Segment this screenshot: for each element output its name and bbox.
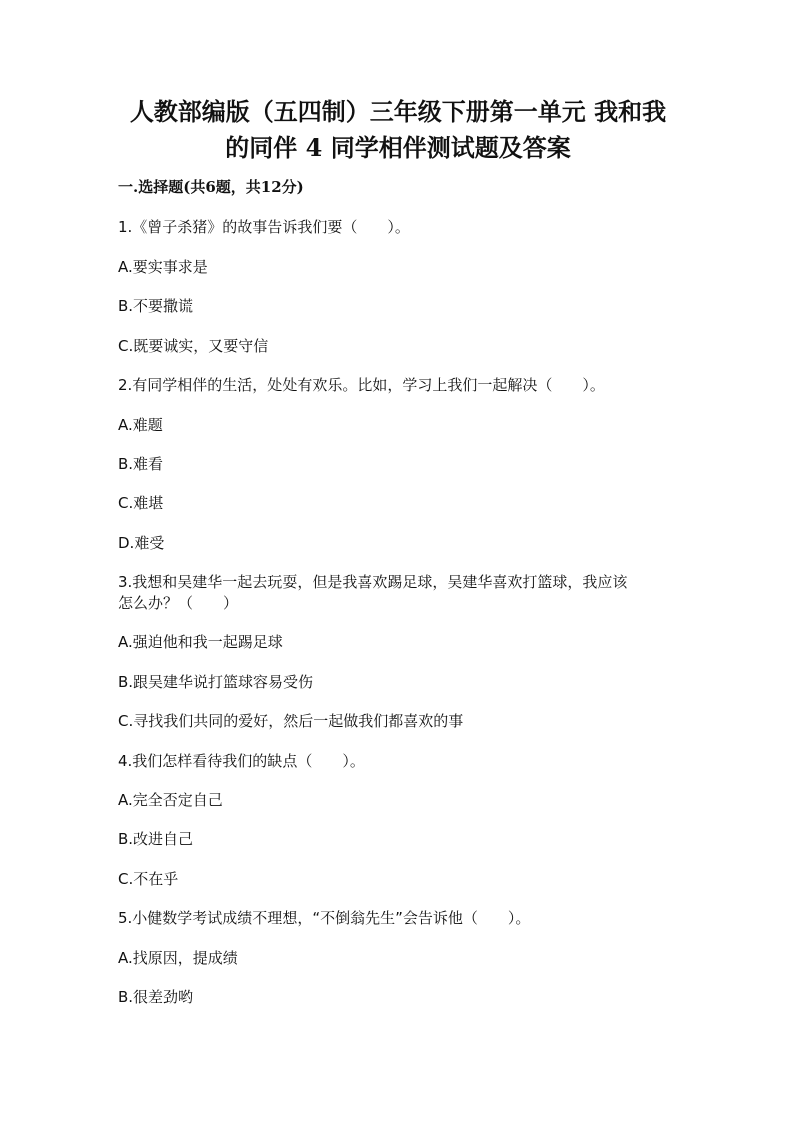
title-line-1: 人教部编版（五四制）三年级下册第一单元 我和我 bbox=[129, 97, 667, 126]
question-2-option-c: C.难堪 bbox=[118, 494, 164, 512]
question-4-option-b: B.改进自己 bbox=[118, 830, 194, 848]
section-heading: 一.选择题(共6题，共12分) bbox=[118, 178, 304, 196]
title-line-2: 的同伴 4 同学相伴测试题及答案 bbox=[225, 133, 571, 162]
question-3-option-a: A.强迫他和我一起踢足球 bbox=[118, 633, 283, 651]
question-2-option-b: B.难看 bbox=[118, 455, 164, 473]
question-1-option-a: A.要实事求是 bbox=[118, 258, 208, 276]
question-2-option-d: D.难受 bbox=[118, 534, 165, 552]
question-5-option-a: A.找原因，提成绩 bbox=[118, 949, 238, 967]
question-1-option-b: B.不要撒谎 bbox=[118, 297, 194, 315]
question-2-option-a: A.难题 bbox=[118, 416, 163, 434]
question-5-option-b: B.很差劲哟 bbox=[118, 988, 194, 1006]
question-3-stem-line-1: 3.我想和吴建华一起去玩耍，但是我喜欢踢足球，吴建华喜欢打篮球，我应该 bbox=[118, 573, 628, 591]
question-3-stem-line-2: 怎么办？（ ） bbox=[118, 594, 239, 612]
question-5-stem: 5.小健数学考试成绩不理想，“不倒翁先生”会告诉他（ ）。 bbox=[118, 909, 531, 927]
document-title bbox=[118, 94, 678, 166]
question-4-option-a: A.完全否定自己 bbox=[118, 791, 223, 809]
question-4-stem: 4.我们怎样看待我们的缺点（ ）。 bbox=[118, 752, 365, 770]
question-4-option-c: C.不在乎 bbox=[118, 870, 179, 888]
question-3-option-b: B.跟吴建华说打篮球容易受伤 bbox=[118, 673, 314, 691]
question-2-stem: 2.有同学相伴的生活，处处有欢乐。比如，学习上我们一起解决（ ）。 bbox=[118, 376, 605, 394]
question-1-option-c: C.既要诚实，又要守信 bbox=[118, 337, 269, 355]
question-1-stem: 1.《曾子杀猪》的故事告诉我们要（ ）。 bbox=[118, 218, 410, 236]
question-3-option-c: C.寻找我们共同的爱好，然后一起做我们都喜欢的事 bbox=[118, 712, 464, 730]
